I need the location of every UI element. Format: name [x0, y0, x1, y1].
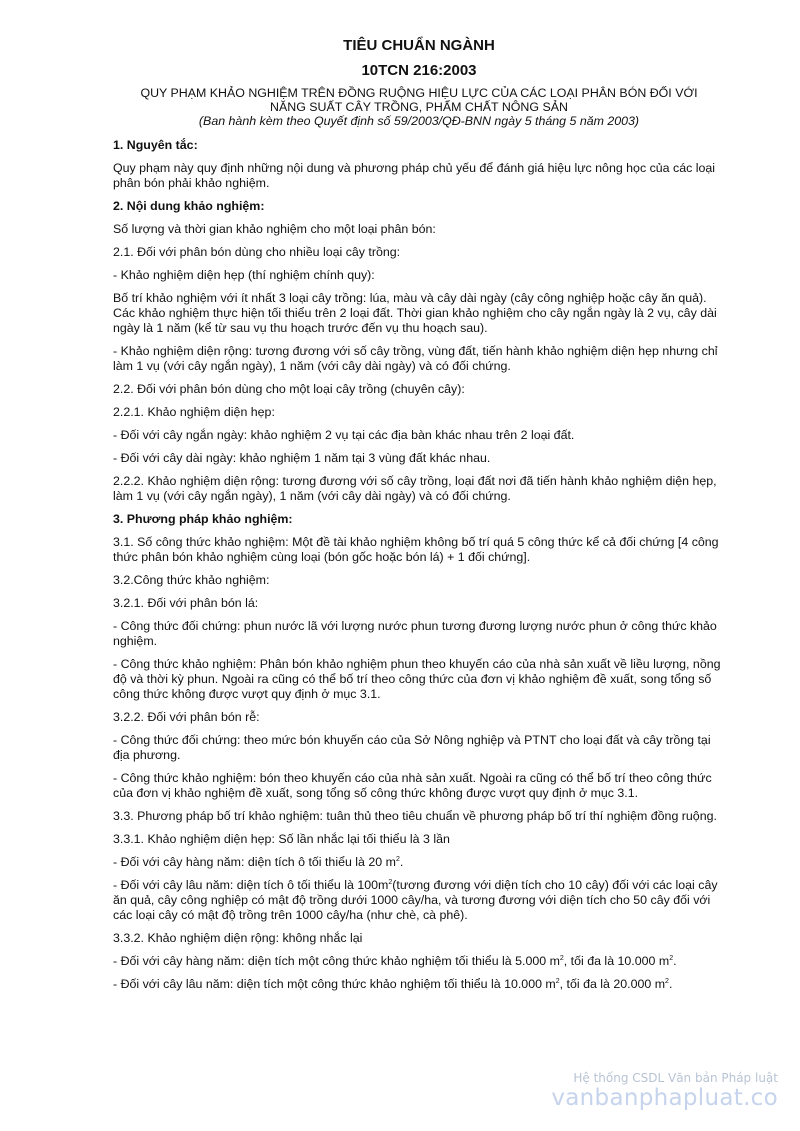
paragraph	[113, 954, 725, 969]
paragraph: - Khảo nghiệm diện rộng: tương đương với số cây trồng, vùng đất, tiến hành khảo nghiệm diện hẹp nhưng chỉ làm 1 vụ (với cây ngắn ngày), 1 năm (với cây dài ngày) và có đối chứng.	[113, 344, 718, 373]
text-fragment: , tối đa là 20.000 m	[559, 977, 666, 991]
document-page	[113, 36, 725, 1000]
superscript: 2	[669, 954, 674, 962]
text-fragment: .	[673, 954, 677, 968]
paragraph: - Công thức đối chứng: theo mức bón khuyến cáo của Sở Nông nghiệp và PTNT cho loại đất và cây trồng tại địa phương.	[113, 733, 711, 762]
text-fragment: .	[399, 855, 404, 869]
paragraph: - Công thức khảo nghiệm: Phân bón khảo nghiệm phun theo khuyến cáo của nhà sản xuất về liều lượng, nồng độ và thời kỳ phun. Ngoài ra cũng có thể bố trí theo công thức của đơn vị khảo nghiệm đề xuất, song tổng số công thức không được vượt quy định ở mục 3.1.	[113, 657, 721, 701]
superscript: 2	[395, 855, 400, 863]
paragraph	[113, 855, 725, 870]
paragraph	[113, 977, 725, 992]
paragraph: 3.2.1. Đối với phân bón lá:	[113, 596, 259, 610]
paragraph: 2.1. Đối với phân bón dùng cho nhiều loại cây trồng:	[113, 245, 401, 259]
text-fragment: (tương đương với diện tích cho 10 cây) đối với các loại cây ăn quả, cây công nghiệp có mật độ trồng dưới 1000 cây/ha, và tương đương với diện tích cho 50 cây đối với các loại cây có mật độ trồng trên 1000 cây/ha (như chè, cà phê).	[113, 878, 718, 922]
paragraph: 3.3.1. Khảo nghiệm diện hẹp: Số lần nhắc lại tối thiểu là 3 lần	[113, 832, 450, 846]
section-3-heading: 3. Phương pháp khảo nghiệm:	[113, 512, 293, 526]
paragraph: 2.2. Đối với phân bón dùng cho một loại cây trồng (chuyên cây):	[113, 382, 465, 396]
superscript: 2	[559, 954, 564, 962]
paragraph: 3.3.2. Khảo nghiệm diện rộng: không nhắc lại	[113, 931, 363, 945]
superscript: 2	[665, 977, 669, 985]
paragraph: - Đối với cây dài ngày: khảo nghiệm 1 năm tại 3 vùng đất khác nhau.	[113, 451, 491, 465]
issued-by-note: (Ban hành kèm theo Quyết định số 59/2003/QĐ-BNN ngày 5 tháng 5 năm 2003)	[198, 114, 640, 128]
text-fragment: , tối đa là 10.000 m	[563, 954, 670, 968]
section-1-heading: 1. Nguyên tắc:	[113, 138, 198, 152]
paragraph: - Công thức khảo nghiệm: bón theo khuyến cáo của nhà sản xuất. Ngoài ra cũng có thể bố trí theo công thức của đơn vị khảo nghiệm đề xuất, song tổng số công thức không được vượt quy định ở mục 3.1.	[113, 771, 712, 800]
text-fragment: - Đối với cây hàng năm: diện tích một công thức khảo nghiệm tối thiểu là 5.000 m	[113, 954, 560, 968]
paragraph: - Khảo nghiệm diện hẹp (thí nghiệm chính quy):	[113, 268, 375, 282]
document-title: TIÊU CHUẨN NGÀNH	[343, 37, 495, 54]
superscript: 2	[555, 977, 560, 985]
site-watermark	[551, 1072, 778, 1111]
text-fragment: - Đối với cây lâu năm: diện tích một công thức khảo nghiệm tối thiểu là 10.000 m	[113, 977, 556, 991]
paragraph: - Đối với cây ngắn ngày: khảo nghiệm 2 vụ tại các địa bàn khác nhau trên 2 loại đất.	[113, 428, 575, 442]
paragraph: Quy phạm này quy định những nội dung và phương pháp chủ yếu để đánh giá hiệu lực nông học của các loại phân bón phải khảo nghiệm.	[113, 161, 716, 190]
subtitle-line-1: QUY PHẠM KHẢO NGHIỆM TRÊN ĐỒNG RUỘNG HIỆU LỰC CỦA CÁC LOẠI PHÂN BÓN ĐỐI VỚI	[140, 86, 698, 100]
text-fragment: - Đối với cây hàng năm: diện tích ô tối thiểu là 20 m	[113, 855, 396, 869]
paragraph: Bố trí khảo nghiệm với ít nhất 3 loại cây trồng: lúa, màu và cây dài ngày (cây công nghiệp hoặc cây ăn quả). Các khảo nghiệm thực hiện tối thiểu trên 2 loại đất. Thời gian khảo nghiệm cho cây ngắn ngày là 2 vụ, cây dài ngày là 1 năm (kể từ sau vụ thu hoạch trước đến vụ thu hoạch sau).	[113, 291, 717, 335]
watermark-line-1: Hệ thống CSDL Văn bản Pháp luật	[573, 1071, 778, 1085]
paragraph: 2.2.2. Khảo nghiệm diện rộng: tương đương với số cây trồng, loại đất nơi đã tiến hành khảo nghiệm diện hẹp, làm 1 vụ (với cây ngắn ngày), 1 năm (với cây dài ngày) và có đối chứng.	[113, 474, 717, 503]
text-fragment: - Đối với cây lâu năm: diện tích ô tối thiểu là 100m	[113, 878, 389, 892]
paragraph: 3.3. Phương pháp bố trí khảo nghiệm: tuân thủ theo tiêu chuẩn về phương pháp bố trí thí nghiệm đồng ruộng.	[113, 809, 717, 823]
paragraph: 2.2.1. Khảo nghiệm diện hẹp:	[113, 405, 275, 419]
text-fragment: .	[668, 977, 673, 991]
paragraph: - Công thức đối chứng: phun nước lã với lượng nước phun tương đương lượng nước phun ở công thức khảo nghiệm.	[113, 619, 717, 648]
paragraph: 3.2.2. Đối với phân bón rễ:	[113, 710, 260, 724]
paragraph	[113, 878, 725, 923]
superscript: 2	[388, 878, 393, 886]
paragraph: 3.1. Số công thức khảo nghiệm: Một đề tài khảo nghiệm không bố trí quá 5 công thức kể cả đối chứng [4 công thức phân bón khảo nghiệm cùng loại (bón gốc hoặc bón lá) + 1 đối chứng].	[113, 535, 719, 564]
paragraph: Số lượng và thời gian khảo nghiệm cho một loại phân bón:	[113, 222, 436, 236]
paragraph: 3.2.Công thức khảo nghiệm:	[113, 573, 270, 587]
section-2-heading: 2. Nội dung khảo nghiệm:	[113, 199, 265, 213]
watermark-line-2: vanbanphapluat.co	[551, 1085, 778, 1111]
standard-code: 10TCN 216:2003	[361, 62, 477, 79]
subtitle-line-2: NĂNG SUẤT CÂY TRỒNG, PHẨM CHẤT NÔNG SẢN	[270, 100, 568, 114]
